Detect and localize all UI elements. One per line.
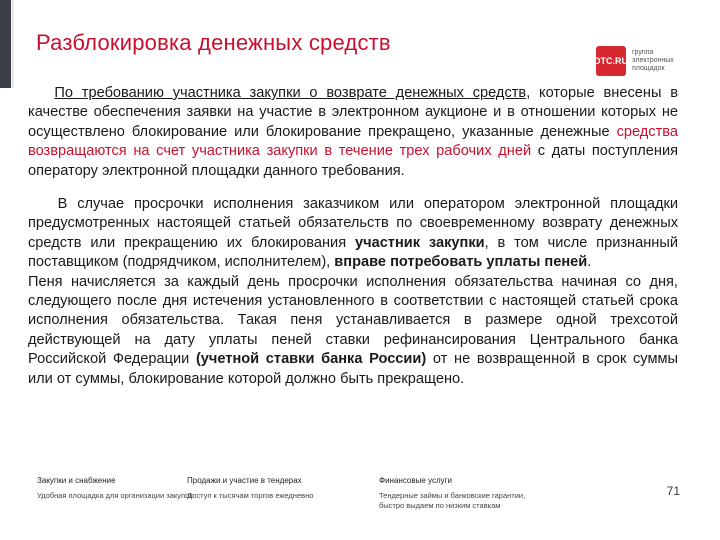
text-span: В случае просрочки исполнения заказчиком или оператором электронной площадки предусмотренных настоящей статьей обязательств по своевременному возврату денежных средств или прекращению их блокирования [28,196,678,251]
logo-mark: DTC.RU [596,46,626,76]
logo-text [632,49,674,73]
footer-description: Удобная площадка для организации закупок [37,491,193,500]
paragraph-delay [28,195,678,273]
body-text [28,84,678,389]
text-span: , которые внесены в качестве обеспечения заявки на участие в электронном аукционе и в отношении которых не осуществлено блокирование или блокирование прекращено, указанные денежные [28,85,678,140]
footer-heading: Финансовые услуги [379,476,453,485]
footer-heading: Закупки и снабжение [37,476,116,485]
paragraph-penalty [28,273,678,389]
footer-item-sales[interactable] [187,476,357,501]
refund-deadline-phrase: средства возвращаются на счет участника закупки в течение трех рабочих дней [28,123,678,160]
footer-heading: Продажи и участие в тендерах [187,476,302,485]
paragraph-refund [28,84,678,181]
page-number: 71 [666,484,680,498]
page-title: Разблокировка денежных средств [36,30,391,55]
footer-item-procurement[interactable] [37,476,207,501]
company-logo[interactable] [596,46,674,76]
footer-item-finance[interactable] [379,476,549,511]
text-span: Пеня начисляется за каждый день просрочки исполнения обязательства начиная со дня, следующего после дня истечения установленного в соответствии с настоящей статьей срока исполнения обязательства. Такая пеня устанавливается в размере одной трехсотой действующей на дату уплаты пеней ставки рефинансирования Центрального банка Российской Федерации [28,273,678,368]
bank-rate-phrase: (учетной ставки банка России) [195,351,427,368]
text-span: . [587,254,592,271]
text-span: от не возвращенной в срок суммы или от суммы, блокирование которой должно быть прекращено. [28,351,678,387]
text-span: , в том числе признанный поставщиком (подрядчиком, исполнителем), [28,234,678,271]
penalty-right-phrase: вправе потребовать уплаты пеней [334,254,588,271]
refund-request-phrase: По требованию участника закупки о возврате денежных средств [54,85,527,101]
logo-line: площадок [632,65,665,72]
footer-description: Доступ к тысячам торгов ежедневно [187,491,314,500]
footer-description: Тендерные займы и банковские гарантии, быстро выдаем по низким ставкам [379,491,526,510]
logo-line: группа [632,49,654,56]
left-accent-bar [0,0,11,88]
participant-phrase: участник закупки [354,234,485,251]
left-accent-bar-edge [11,0,14,88]
logo-line: электронных [632,57,674,64]
text-span: с даты поступления оператору электронной площадки данного требования. [28,143,678,179]
